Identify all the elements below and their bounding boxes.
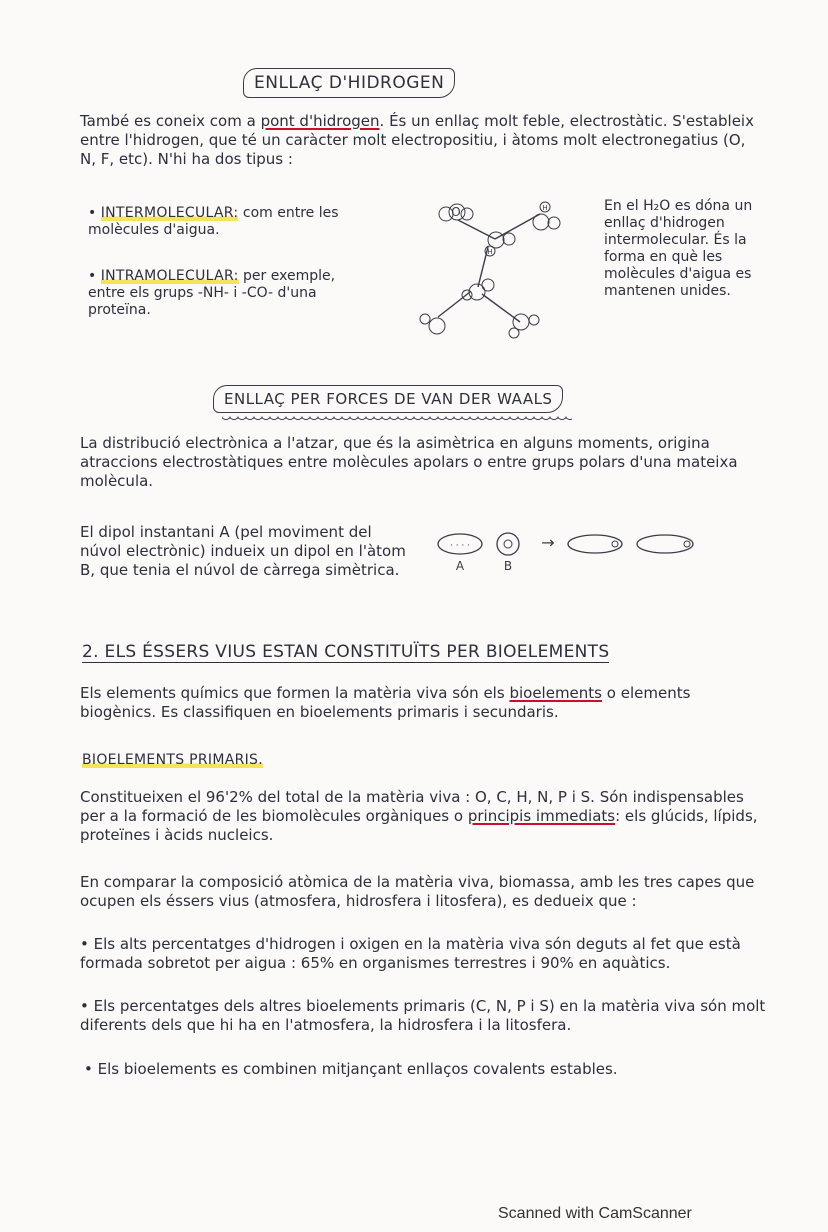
arrow-icon: → xyxy=(541,533,555,552)
intramolecular-label: INTRAMOLECULAR: xyxy=(100,268,239,284)
scanner-watermark-text: Scanned with CamScanner xyxy=(498,1205,692,1222)
induced-dipole-b xyxy=(637,535,693,553)
van-der-waals-paragraph xyxy=(80,434,760,491)
atom-label-h-2: H xyxy=(487,248,493,256)
dipole-diagram xyxy=(430,526,700,576)
bioelements-intro-post: o elements biogènics. Es classifiquen en bioelements primaris i secundaris. xyxy=(80,684,691,721)
water-molecule-middle xyxy=(462,279,494,300)
hydrogen-bond-intro xyxy=(80,112,760,169)
bullet-1-text: Els alts percentatges d'hidrogen i oxigen en la matèria viva són deguts al fet que està formada sobretot per aigua : 65% en organismes terrestres i 90% en aquàtics. xyxy=(80,935,741,972)
bioelements-intro-pre: Els elements químics que formen la matèria viva són els xyxy=(80,684,505,702)
atom-label-o: O xyxy=(451,205,461,219)
water-molecules-diagram xyxy=(410,192,585,342)
primary-bioelements-heading xyxy=(82,752,263,768)
dipole-paragraph xyxy=(80,523,410,580)
intermolecular-item: • INTERMOLECULAR: com entre les molècules d'aigua. xyxy=(88,205,339,238)
bioelements-heading xyxy=(82,642,609,662)
primary-bioelements-heading-text: BIOELEMENTS PRIMARIS. xyxy=(82,752,263,768)
section-title-vdw-text: ENLLAÇ PER FORCES DE VAN DER WAALS xyxy=(224,390,553,408)
bioelements-heading-text: 2. ELS ÉSSERS VIUS ESTAN CONSTITUÏTS PER BIOELEMENTS xyxy=(82,642,610,662)
bullet-3-text: Els bioelements es combinen mitjançant enllaços covalents estables. xyxy=(97,1060,618,1078)
intro-pre: També es coneix com a xyxy=(80,112,256,130)
composition-paragraph xyxy=(80,873,780,911)
atom-label-h: H xyxy=(542,204,548,212)
intermolecular-text: com entre les molècules d'aigua. xyxy=(88,205,339,238)
induced-dipole-a xyxy=(568,535,622,553)
bullet-2-text: Els percentatges dels altres bioelements primaris (C, N, P i S) en la matèria viva són molt diferents dels que hi ha en l'atmosfera, la hidrosfera i la litosfera. xyxy=(80,997,766,1034)
section-title-text: ENLLAÇ D'HIDROGEN xyxy=(254,73,445,93)
intramolecular-text: per exemple, entre els grups -NH- i -CO- d'una proteïna. xyxy=(88,268,336,318)
intro-term-hydrogen-bridge: pont d'hidrogen xyxy=(260,112,380,130)
title-underline-wavy xyxy=(222,416,572,422)
svg-text:· · · ·: · · · · xyxy=(449,541,471,551)
intermolecular-label: INTERMOLECULAR: xyxy=(100,205,239,221)
label-a: A xyxy=(455,559,465,573)
primary-p1-pre: Constitueixen el 96'2% del total de la matèria viva : O, C, H, N, P i S. Són indispensables per a la formació de les biomolècules orgàniques o xyxy=(80,788,744,825)
primary-bioelements-paragraph xyxy=(80,788,760,845)
scanner-watermark xyxy=(498,1205,692,1223)
intramolecular-item: • INTRAMOLECULAR: per exemple, entre els grups -NH- i -CO- d'una proteïna. xyxy=(88,268,336,318)
primary-p1-post: : els glúcids, lípids, proteïnes i àcids nucleics. xyxy=(80,807,758,844)
composition-text: En comparar la composició atòmica de la matèria viva, biomassa, amb les tres capes que ocupen els éssers vius (atmosfera, hidrosfera i litosfera), es dedueix que : xyxy=(80,873,755,910)
bullet-covalent-bonds: • Els bioelements es combinen mitjançant enllaços covalents estables. xyxy=(84,1060,618,1078)
atom-a-asymmetric xyxy=(438,534,482,554)
water-side-note xyxy=(604,198,784,300)
primary-p1-term: principis immediats xyxy=(467,807,616,825)
bioelements-intro xyxy=(80,684,760,722)
atom-b-symmetric xyxy=(497,533,519,555)
water-molecule-bottom-left xyxy=(420,314,445,334)
intro-post: . És un enllaç molt feble, electrostàtic. S'estableix entre l'hidrogen, que té un caràcter molt electropositiu, i àtoms molt electronegatius (O, N, F, etc). N'hi ha dos tipus : xyxy=(80,112,754,168)
bioelements-term: bioelements xyxy=(509,684,602,702)
bullet-hydrogen-oxygen: • Els alts percentatges d'hidrogen i oxigen en la matèria viva són deguts al fet que està formada sobretot per aigua : 65% en organismes terrestres i 90% en aquàtics. xyxy=(80,935,741,972)
label-b: B xyxy=(503,559,513,573)
vdw-text: La distribució electrònica a l'atzar, que és la asimètrica en alguns moments, origina atraccions electrostàtiques entre molècules apolars o entre grups polars d'una mateixa molècula. xyxy=(80,434,738,490)
section-title-hydrogen-bond xyxy=(243,68,455,98)
section-title-van-der-waals xyxy=(213,385,563,413)
water-side-note-text: En el H₂O es dóna un enllaç d'hidrogen intermolecular. És la forma en què les molècules d'aigua es mantenen unides. xyxy=(604,198,753,299)
bullet-other-elements: • Els percentatges dels altres bioelements primaris (C, N, P i S) en la matèria viva són molt diferents dels que hi ha en l'atmosfera, la hidrosfera i la litosfera. xyxy=(80,997,766,1034)
dipole-text: El dipol instantani A (pel moviment del núvol electrònic) indueix un dipol en l'àtom B, que tenia el núvol de càrrega simètrica. xyxy=(80,523,406,579)
